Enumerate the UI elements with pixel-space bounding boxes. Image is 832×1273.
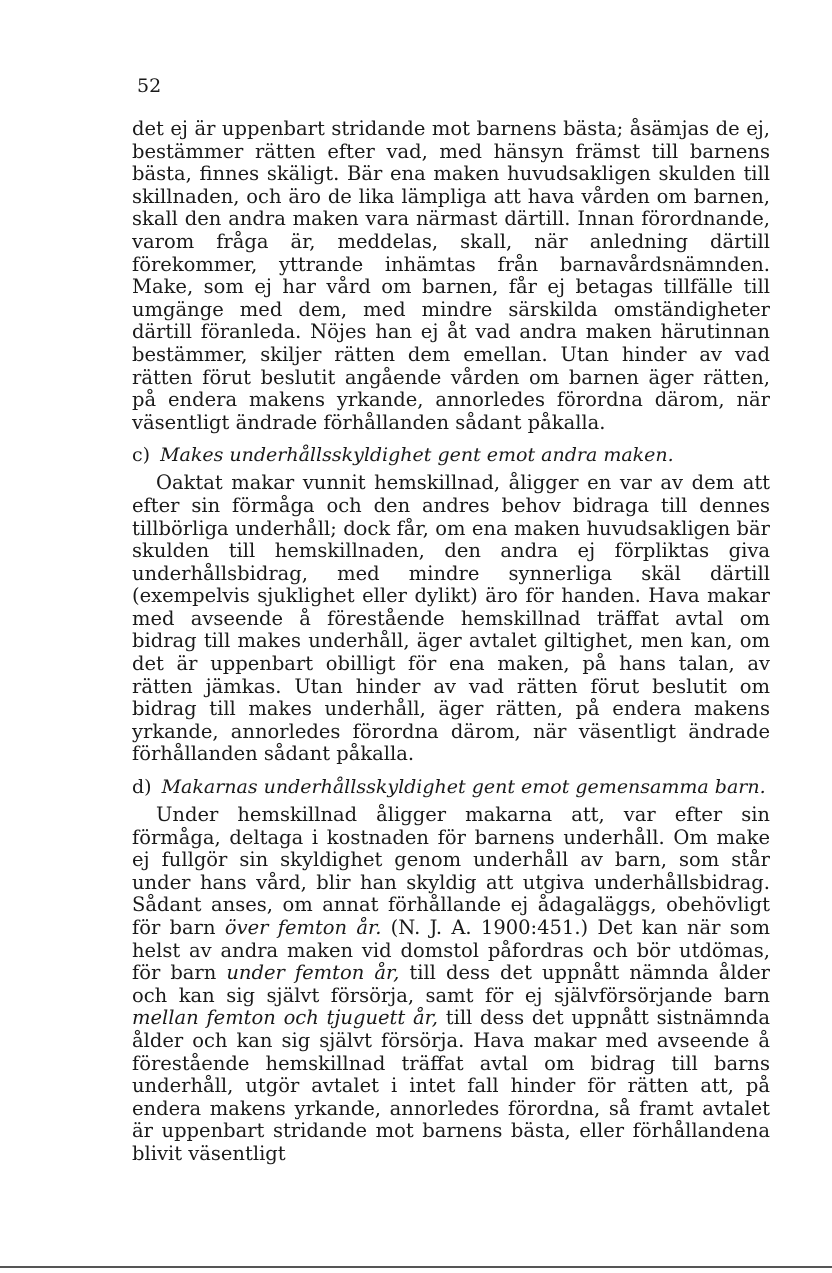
paragraph-child-support xyxy=(132,804,770,1166)
text-run: till dess det uppnått nämnda ålder och kan sig självt försörja, samt för ej självförsörjande barn xyxy=(132,961,770,1007)
text-run: Under hemskillnad åligger makarna att, var efter sin förmåga, deltaga i kostnaden för barnens underhåll. Om make ej fullgör sin skyldighet genom underhåll av barn, som står under hans vård, blir han skyldig att utgiva underhållsbidrag. Sådant anses, om annat förhållande ej ådagaläggs, obehövligt för barn xyxy=(132,803,770,939)
paragraph-custody: det ej är uppenbart stridande mot barnens bästa; åsämjas de ej, bestämmer rätten efter vad, med hänsyn främst till barnens bästa, finnes skäligt. Bär ena maken huvudsakligen skulden till skillnaden, och äro de lika lämpliga att hava vården om barnen, skall den andra maken vara närmast därtill. Innan förordnande, varom fråga är, meddelas, skall, när anledning därtill förekommer, yttrande inhämtas från barnavårdsnämnden. Make, som ej har vård om barnen, får ej betagas tillfälle till umgänge med dem, med mindre särskilda omständigheter därtill föranleda. Nöjes han ej åt vad andra maken härutinnan bestämmer, skiljer rätten dem emellan. Utan hinder av vad rätten förut beslutit angående vården om barnen äger rätten, på endera makens yrkande, annorledes förordna därom, när väsentligt ändrade förhållanden sådant påkalla. xyxy=(132,117,770,434)
section-heading-c xyxy=(132,444,770,466)
page-edge-line xyxy=(0,1266,832,1268)
italic-phrase: över femton år. xyxy=(224,916,382,939)
section-heading-d xyxy=(132,776,770,798)
text-run: till dess det uppnått sistnämnda ålder och kan sig självt försörja. Hava makar med avseende å förestående hemskillnad träffat avtal om bidrag till barns underhåll, utgör avtalet i intet fall hinder för rätten att, på endera makens yrkande, annorledes förordna, så framt avtalet är uppenbart stridande mot barnens bästa, eller förhållandena blivit väsentligt xyxy=(132,1006,770,1165)
body-text xyxy=(132,118,770,1166)
section-label-c: c) xyxy=(132,444,151,467)
section-label-d: d) xyxy=(132,776,152,799)
italic-phrase: under femton år, xyxy=(226,961,400,985)
page-number: 52 xyxy=(137,75,162,97)
section-title-c: Makes underhållsskyldighet gent emot andra maken. xyxy=(160,444,674,467)
paragraph-spousal-support: Oaktat makar vunnit hemskillnad, åligger en var av dem att efter sin förmåga och den andres behov bidraga till dennes tillbörliga underhåll; dock får, om ena maken huvudsakligen bär skulden till hemskillnaden, den andra ej förpliktas giva underhållsbidrag, med mindre synnerliga skäl därtill (exempelvis sjuklighet eller dylikt) äro för handen. Hava makar med avseende å förestående hemskillnad träffat avtal om bidrag till makes underhåll, äger avtalet giltighet, men kan, om det är uppenbart obilligt för ena maken, på hans talan, av rätten jämkas. Utan hinder av vad rätten förut beslutit om bidrag till makes underhåll, äger rätten, på endera makens yrkande, annorledes förordna därom, när väsentligt ändrade förhållanden sådant påkalla. xyxy=(132,471,770,766)
section-title-d: Makarnas underhållsskyldighet gent emot gemensamma barn. xyxy=(161,776,766,799)
text-run: (N. J. A. 1900:451.) Det kan när som helst av andra maken vid domstol påfordras och bör utdömas, för barn xyxy=(132,916,770,985)
italic-phrase: mellan femton och tjuguett år, xyxy=(132,1006,438,1030)
